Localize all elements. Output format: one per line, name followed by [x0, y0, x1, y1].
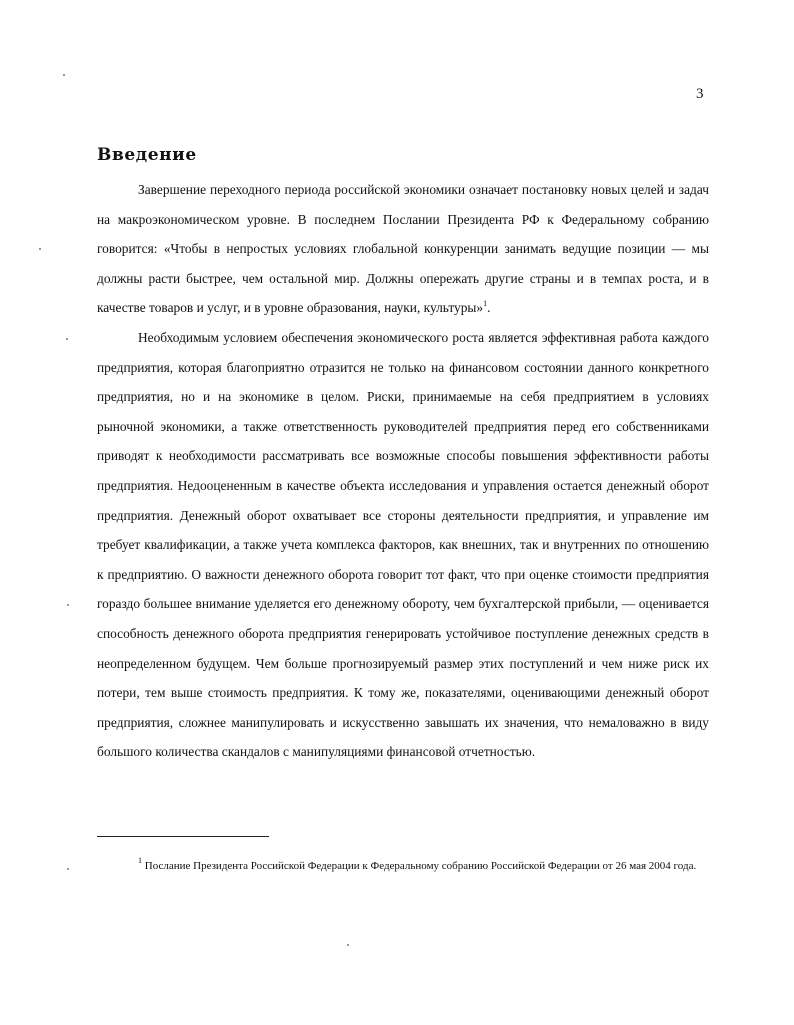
scan-speck	[67, 604, 69, 606]
footnote-text: Послание Президента Российской Федерации к Федеральному собранию Российской Федерации от 26 мая 2004 года.	[142, 860, 697, 872]
footnote-divider	[97, 836, 269, 837]
paragraph-1-text: Завершение переходного периода российской экономики означает постановку новых целей и задач на макроэкономическом уровне. В последнем Послании Президента РФ к Федеральному собранию говорится: «Чтобы в непростых условиях глобальной конкуренции занимать ведущие позиции — мы должны расти быстрее, чем остальной мир. Должны опережать другие страны и в темпах роста, и в качестве товаров и услуг, и в уровне образования, науки, культуры»	[97, 182, 709, 316]
paragraph-1	[97, 175, 709, 323]
scan-speck	[63, 74, 65, 76]
footnote-marker: 1	[138, 856, 142, 865]
paragraph-1-end: .	[487, 300, 491, 316]
page-number: 3	[696, 86, 704, 102]
paragraph-2: Необходимым условием обеспечения экономического роста является эффективная работа каждого предприятия, которая благоприятно отразится не только на финансовом состоянии данного конкретного предприятия, но и на экономике в целом. Риски, принимаемые на себя предприятием в условиях рыночной экономики, а также ответственность руководителей предприятия перед его собственниками приводят к необходимости рассматривать все возможные способы повышения эффективности работы предприятия. Недооцененным в качестве объекта исследования и управления остается денежный оборот предприятия. Денежный оборот охватывает все стороны деятельности предприятия, и управление им требует квалификации, а также учета комплекса факторов, как внешних, так и внутренних по отношению к предприятию. О важности денежного оборота говорит тот факт, что при оценке стоимости предприятия гораздо большее внимание уделяется его денежному обороту, чем бухгалтерской прибыли, — оценивается способность денежного оборота предприятия генерировать устойчивое поступление денежных средств в неопределенном будущем. Чем больше прогнозируемый размер этих поступлений и чем ниже риск их потери, тем выше стоимость предприятия. К тому же, показателями, оценивающими денежный оборот предприятия, сложнее манипулировать и искусственно завышать их значения, что немаловажно в виду большого количества скандалов с манипуляциями финансовой отчетностью.	[97, 329, 709, 760]
section-heading: Введение	[97, 145, 197, 165]
scan-speck	[347, 944, 349, 946]
scan-speck	[66, 338, 68, 340]
footnote-reference: 1	[483, 299, 488, 309]
footnote	[97, 852, 709, 881]
scan-speck	[67, 868, 69, 870]
body-text	[97, 175, 709, 767]
scan-speck	[39, 248, 41, 250]
